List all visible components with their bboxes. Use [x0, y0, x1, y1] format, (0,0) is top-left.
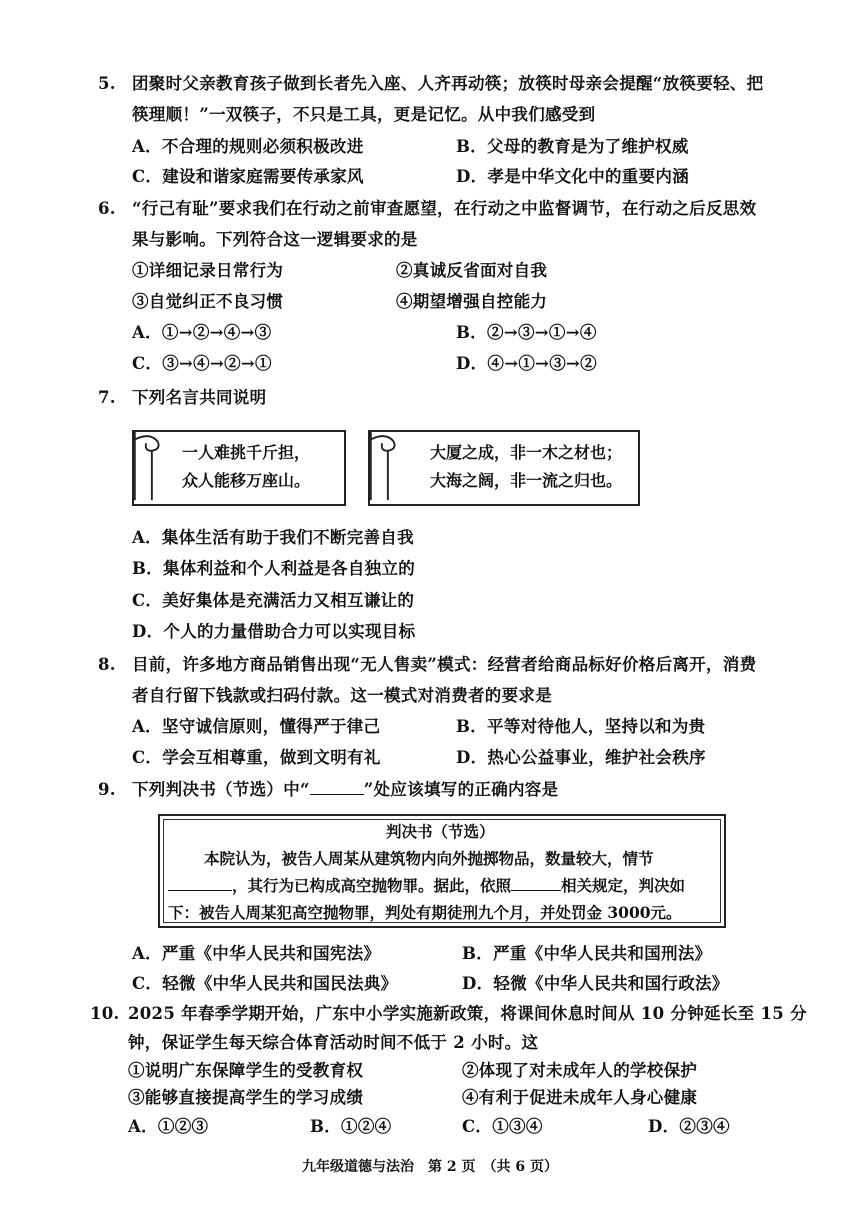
verdict-text: ，其行为已构成高空抛物罪。据此，依照	[232, 876, 512, 895]
q6-option-d: D．④→①→③→②	[456, 354, 597, 373]
q6-item-1: ①详细记录日常行为	[132, 261, 284, 280]
question-5-line-1	[98, 70, 763, 94]
q5-option-c: C．建设和谐家庭需要传承家风	[132, 167, 364, 186]
question-8-line-2: 者自行留下钱款或扫码付款。这一模式对消费者的要求是	[132, 686, 552, 705]
q7-option-c: C．美好集体是充满活力又相互谦让的	[132, 591, 415, 610]
q6-item-4: ④期望增强自控能力	[396, 292, 548, 311]
question-number: 10.	[90, 1004, 120, 1023]
quote-2-line-1: 大厦之成，非一木之材也；	[430, 443, 623, 462]
question-text: 下列判决书（节选）中“	[132, 780, 310, 799]
question-text: ”处应该填写的正确内容是	[363, 780, 559, 799]
q8-option-d: D．热心公益事业，维护社会秩序	[456, 748, 706, 767]
q9-option-a: A．严重《中华人民共和国宪法》	[132, 944, 381, 963]
q10-item-2: ②体现了对未成年人的学校保护	[462, 1061, 698, 1080]
verdict-excerpt-box	[158, 814, 726, 928]
q10-item-4: ④有利于促进未成年人身心健康	[462, 1088, 698, 1107]
question-number: 6.	[98, 199, 116, 218]
q5-option-a: A．不合理的规则必须积极改进	[132, 137, 364, 156]
verdict-line-2	[168, 874, 685, 896]
q8-option-a: A．坚守诚信原则，懂得严于律己	[132, 717, 381, 736]
question-10-line-2: 钟，保证学生每天综合体育活动时间不低于 2 小时。这	[128, 1033, 539, 1052]
q9-option-c: C．轻微《中华人民共和国民法典》	[132, 974, 398, 993]
quote-2-line-2: 大海之阔，非一流之归也。	[430, 471, 623, 490]
q9-option-b: B．严重《中华人民共和国刑法》	[462, 944, 712, 963]
quote-1-line-1: 一人难挑千斤担，	[182, 443, 311, 462]
question-number: 8.	[98, 655, 116, 674]
answer-blank	[310, 794, 364, 795]
scroll-curl-icon	[368, 430, 402, 502]
q5-option-b: B．父母的教育是为了维护权威	[456, 137, 689, 156]
quote-scroll-2	[368, 430, 640, 506]
question-10-line-1	[90, 1000, 807, 1024]
question-9-line-1	[98, 776, 558, 800]
q6-option-b: B．②→③→①→④	[456, 323, 597, 342]
q7-option-b: B．集体利益和个人利益是各自独立的	[132, 559, 416, 578]
q6-option-c: C．③→④→②→①	[132, 354, 272, 373]
q9-option-d: D．轻微《中华人民共和国行政法》	[462, 974, 729, 993]
question-5-line-2: 筷理顺！”一双筷子，不只是工具，更是记忆。从中我们感受到	[132, 105, 596, 124]
answer-blank	[511, 890, 561, 891]
verdict-line-1: 本院认为，被告人周某从建筑物内向外抛掷物品，数量较大，情节	[204, 849, 654, 868]
q10-option-c: C．①③④	[462, 1117, 543, 1136]
q6-item-2: ②真诚反省面对自我	[396, 261, 548, 280]
question-8-line-1	[98, 651, 756, 675]
verdict-line-3: 下：被告人周某犯高空抛物罪，判处有期徒刑九个月，并处罚金 3000元。	[168, 903, 682, 922]
question-text: 目前，许多地方商品销售出现“无人售卖”模式：经营者给商品标好价格后离开，消费	[132, 655, 757, 674]
q8-option-b: B．平等对待他人，坚持以和为贵	[456, 717, 706, 736]
q5-option-d: D．孝是中华文化中的重要内涵	[456, 167, 690, 186]
quote-1-line-2: 众人能移万座山。	[182, 471, 311, 490]
q6-item-3: ③自觉纠正不良习惯	[132, 292, 284, 311]
question-number: 7.	[98, 388, 116, 407]
question-6-line-2: 果与影响。下列符合这一逻辑要求的是	[132, 230, 418, 249]
question-text: 团聚时父亲教育孩子做到长者先入座、人齐再动筷；放筷时母亲会提醒“放筷要轻、把	[132, 74, 764, 93]
quote-scroll-1	[132, 430, 346, 506]
q10-item-1: ①说明广东保障学生的受教育权	[128, 1061, 364, 1080]
q7-option-a: A．集体生活有助于我们不断完善自我	[132, 528, 414, 547]
q10-item-3: ③能够直接提高学生的学习成绩	[128, 1088, 364, 1107]
question-number: 5.	[98, 74, 116, 93]
q6-option-a: A．①→②→④→③	[132, 323, 272, 342]
question-6-line-1	[98, 195, 756, 219]
q10-option-d: D．②③④	[648, 1117, 730, 1136]
q7-option-d: D．个人的力量借助合力可以实现目标	[132, 622, 416, 641]
verdict-text: 相关规定，判决如	[561, 876, 686, 895]
question-text: 下列名言共同说明	[132, 388, 267, 407]
answer-blank	[168, 890, 232, 891]
question-text: “行己有耻”要求我们在行动之前审查愿望，在行动之中监督调节，在行动之后反思效	[132, 199, 757, 218]
question-7-line-1	[98, 384, 266, 408]
q8-option-c: C．学会互相尊重，做到文明有礼	[132, 748, 381, 767]
page-footer: 九年级道德与法治 第 2 页 （共 6 页）	[302, 1159, 558, 1175]
q10-option-a: A．①②③	[128, 1117, 209, 1136]
scroll-curl-icon	[132, 430, 166, 502]
verdict-title: 判决书（节选）	[386, 822, 495, 841]
question-text: 2025 年春季学期开始，广东中小学实施新政策，将课间休息时间从 10 分钟延长至 15 分	[128, 1004, 807, 1023]
question-number: 9.	[98, 780, 116, 799]
q10-option-b: B．①②④	[310, 1117, 392, 1136]
